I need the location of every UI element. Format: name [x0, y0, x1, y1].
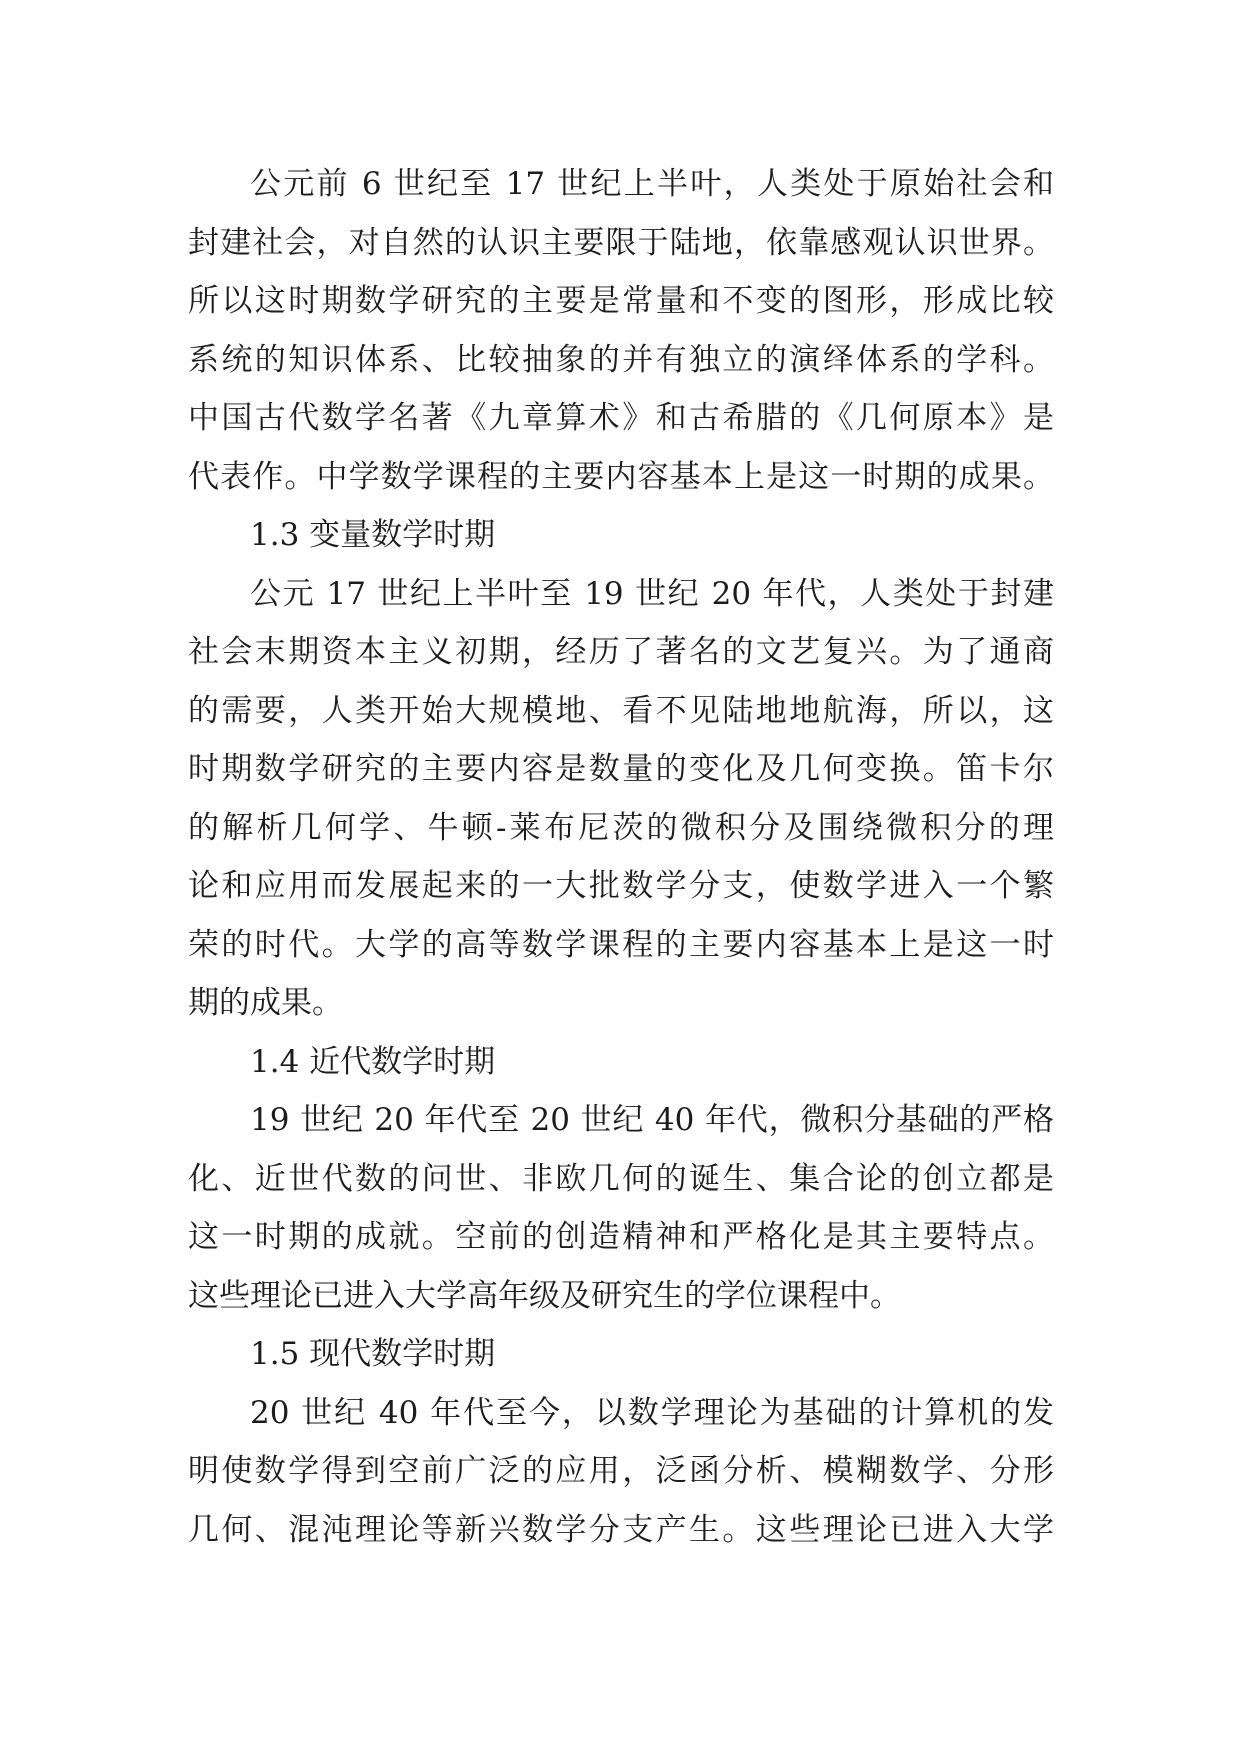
paragraph-line: 这一时期的成就。空前的创造精神和严格化是其主要特点。 [188, 1219, 1054, 1255]
paragraph-line: 论和应用而发展起来的一大批数学分支，使数学进入一个繁 [188, 868, 1054, 904]
paragraph-line: 的需要，人类开始大规模地、看不见陆地地航海，所以，这 [188, 692, 1054, 729]
section-heading: 1.5 现代数学时期 [250, 1336, 496, 1372]
section-1-5 [188, 1325, 1054, 1559]
paragraph-line: 公元前 6 世纪至 17 世纪上半叶，人类处于原始社会和 [250, 166, 1054, 202]
paragraph-line: 代表作。中学数学课程的主要内容基本上是这一时期的成果。 [188, 458, 1054, 495]
paragraph-line: 时期数学研究的主要内容是数量的变化及几何变换。笛卡尔 [188, 751, 1054, 787]
paragraph-line: 化、近世代数的问世、非欧几何的诞生、集合论的创立都是 [188, 1160, 1054, 1197]
paragraph-line: 中国古代数学名著《九章算术》和古希腊的《几何原本》是 [188, 400, 1054, 436]
document-page [188, 155, 1054, 1559]
paragraph-line: 公元 17 世纪上半叶至 19 世纪 20 年代，人类处于封建 [250, 575, 1054, 612]
paragraph-line: 荣的时代。大学的高等数学课程的主要内容基本上是这一时 [188, 926, 1054, 963]
intro-paragraph [188, 155, 1054, 506]
paragraph-line: 几何、混沌理论等新兴数学分支产生。这些理论已进入大学 [188, 1511, 1054, 1548]
paragraph-line: 的解析几何学、牛顿-莱布尼茨的微积分及围绕微积分的理 [188, 809, 1054, 846]
paragraph-line: 20 世纪 40 年代至今，以数学理论为基础的计算机的发 [250, 1394, 1054, 1431]
paragraph-line: 封建社会，对自然的认识主要限于陆地，依靠感观认识世界。 [188, 224, 1054, 261]
section-1-4 [188, 1033, 1054, 1326]
paragraph-line: 期的成果。 [188, 985, 343, 1021]
paragraph-line: 明使数学得到空前广泛的应用，泛函分析、模糊数学、分形 [188, 1453, 1054, 1489]
section-1-3 [188, 506, 1054, 1033]
section-heading: 1.4 近代数学时期 [250, 1043, 496, 1080]
paragraph-line: 所以这时期数学研究的主要是常量和不变的图形，形成比较 [188, 283, 1054, 319]
paragraph-line: 19 世纪 20 年代至 20 世纪 40 年代，微积分基础的严格 [250, 1102, 1054, 1138]
paragraph-line: 系统的知识体系、比较抽象的并有独立的演绎体系的学科。 [188, 341, 1054, 378]
paragraph-line: 这些理论已进入大学高年级及研究生的学位课程中。 [188, 1277, 901, 1314]
paragraph-line: 社会末期资本主义初期，经历了著名的文艺复兴。为了通商 [188, 634, 1054, 670]
section-heading: 1.3 变量数学时期 [250, 517, 496, 553]
